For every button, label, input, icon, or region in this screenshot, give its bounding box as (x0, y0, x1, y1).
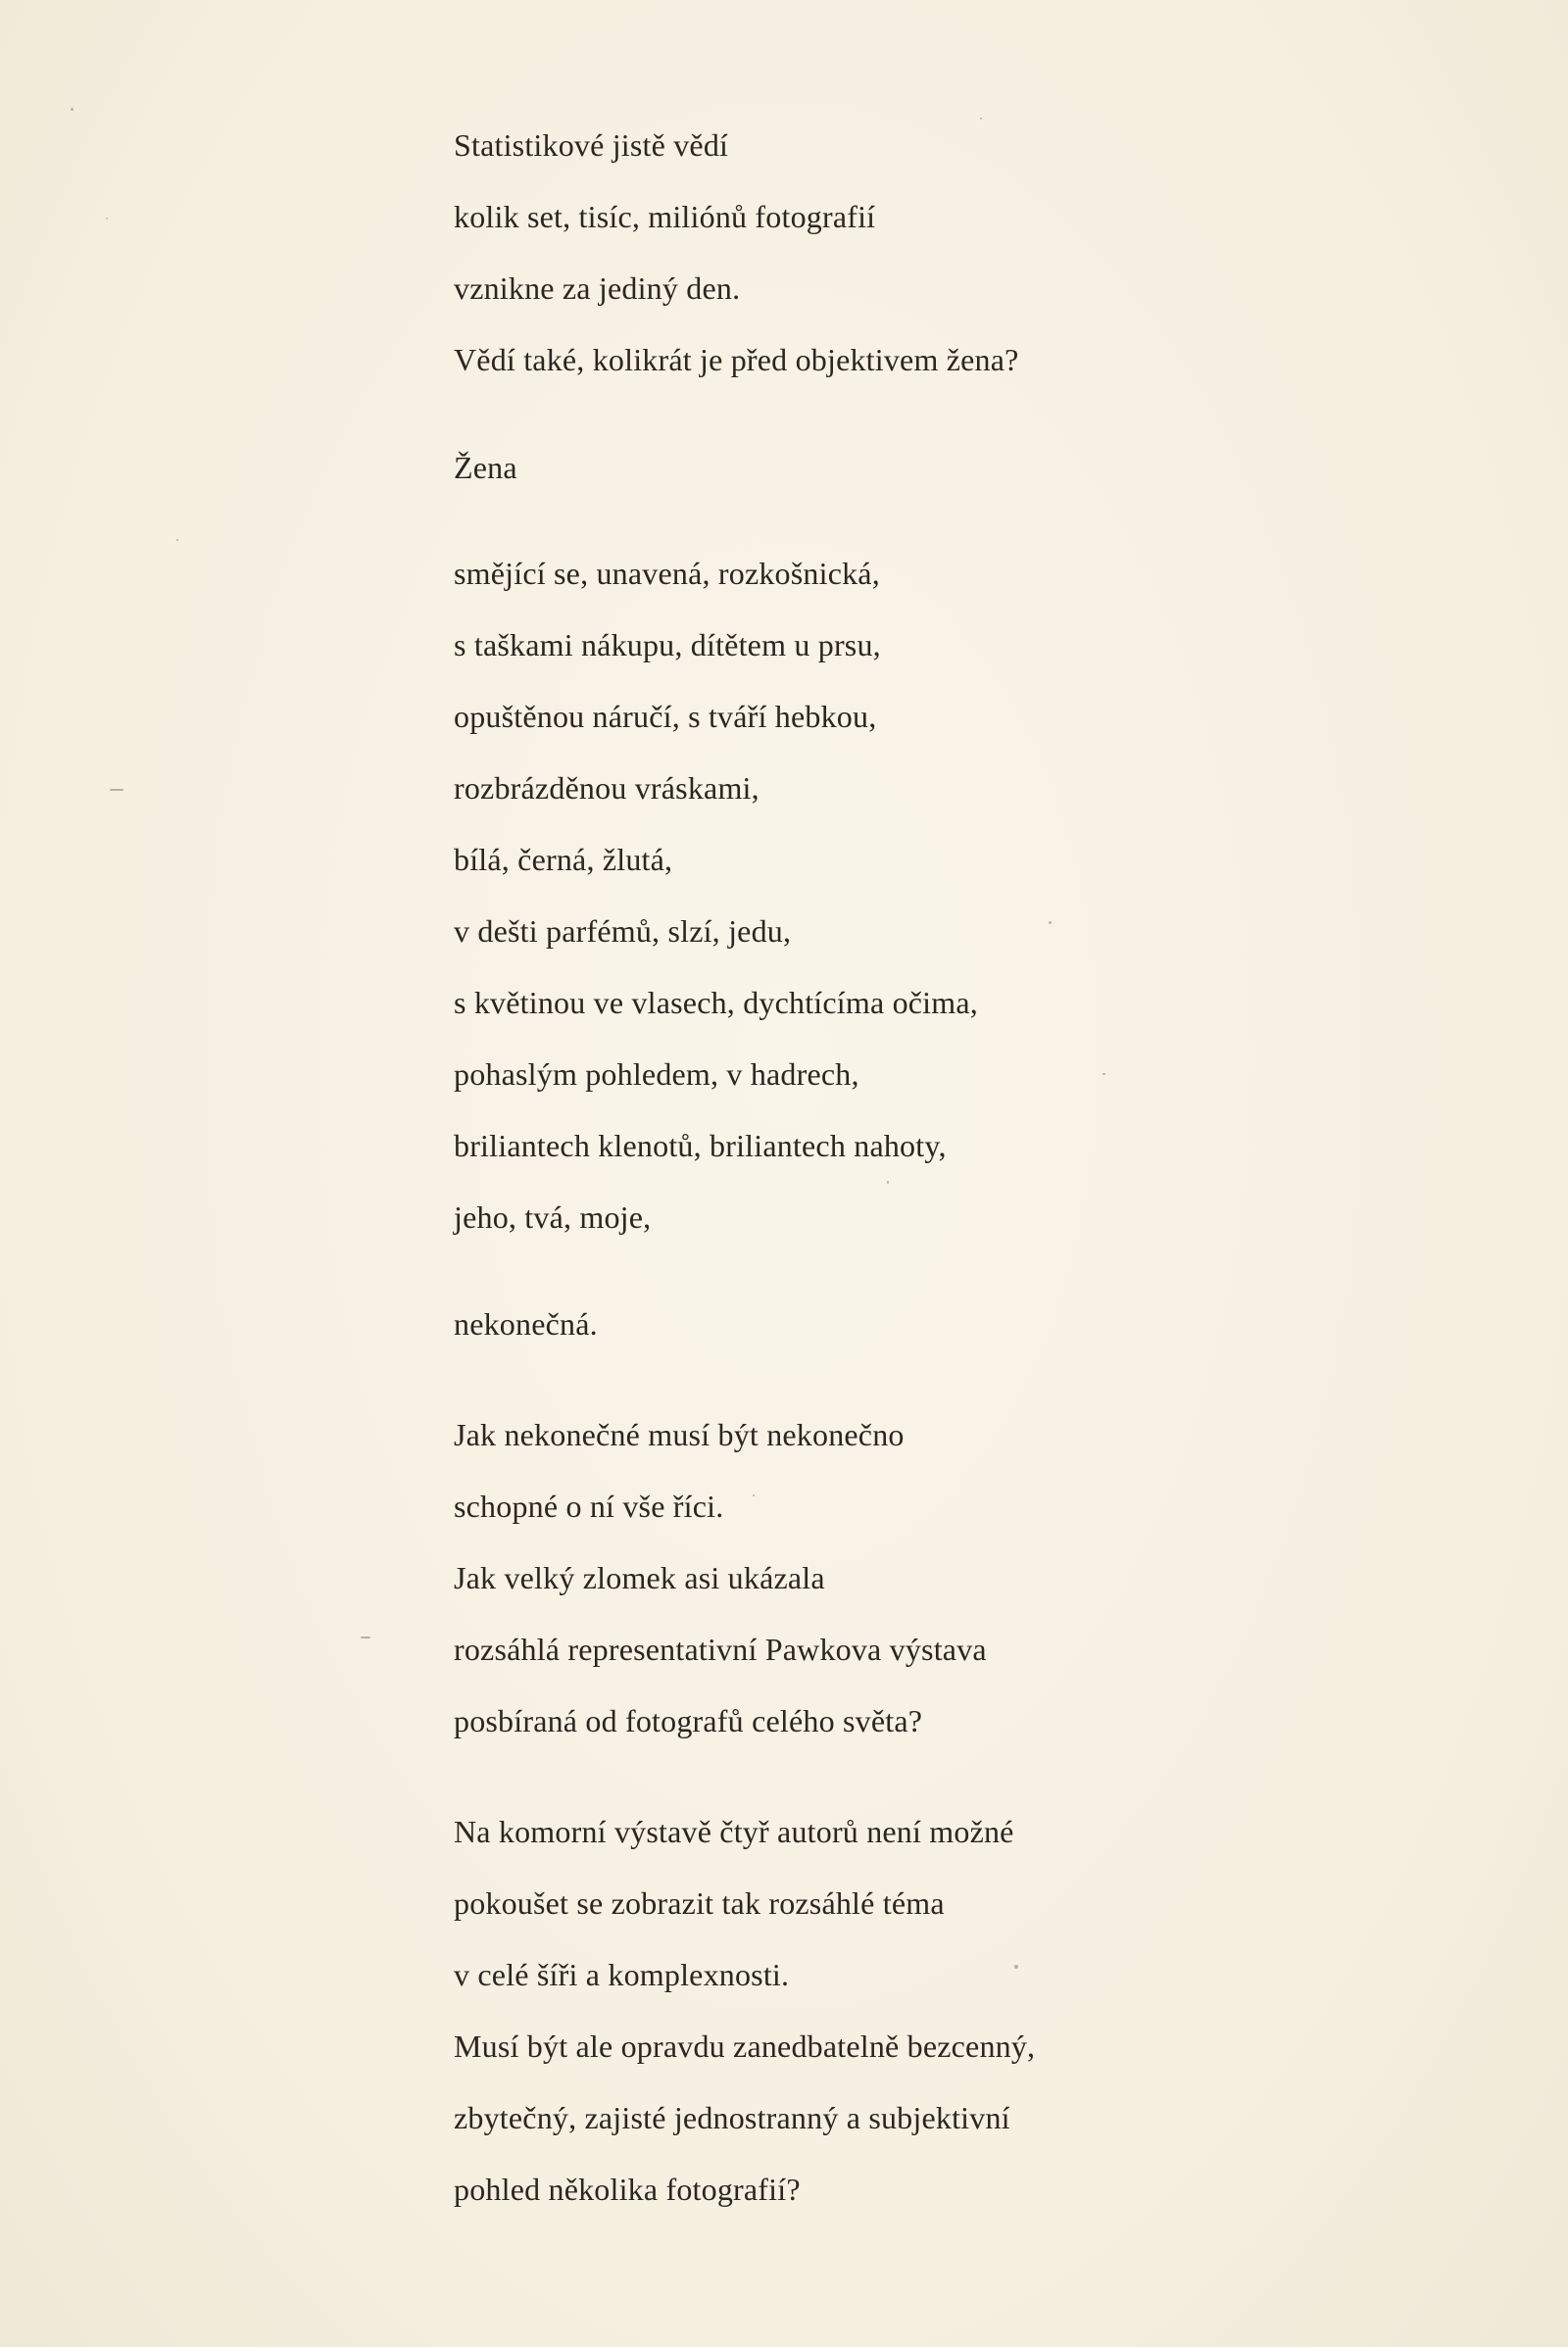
poem-line: s taškami nákupu, dítětem u prsu, (454, 627, 881, 662)
poem-line: zbytečný, zajisté jednostranný a subjektivní (454, 2100, 1010, 2135)
poem-line: Jak velký zlomek asi ukázala (454, 1560, 825, 1595)
poem-line: v dešti parfémů, slzí, jedu, (454, 913, 792, 949)
poem-line: nekonečná. (454, 1306, 598, 1342)
paper-speck (1014, 1965, 1018, 1969)
poem-line: Musí být ale opravdu zanedbatelně bezcenný, (454, 2029, 1036, 2064)
paper-speck (106, 218, 108, 220)
poem-line: smějící se, unavená, rozkošnická, (454, 556, 880, 591)
poem-line: v celé šíři a komplexnosti. (454, 1957, 790, 1992)
poem-line: pohled několika fotografií? (454, 2172, 801, 2207)
paper-speck (71, 108, 74, 111)
paper-speck (110, 789, 123, 791)
poem-line: Na komorní výstavě čtyř autorů není možné (454, 1814, 1014, 1849)
poem-line: pokoušet se zobrazit tak rozsáhlé téma (454, 1885, 945, 1921)
poem-line: opuštěnou náručí, s tváří hebkou, (454, 699, 877, 734)
paper-speck (176, 539, 178, 541)
poem-line: posbíraná od fotografů celého světa? (454, 1703, 923, 1738)
poem-line: schopné o ní vše říci. (454, 1489, 724, 1524)
paper-speck (980, 118, 982, 120)
poem-line: Statistikové jistě vědí (454, 127, 729, 163)
poem-line: s květinou ve vlasech, dychtícíma očima, (454, 985, 978, 1020)
poem-line: kolik set, tisíc, miliónů fotografií (454, 199, 876, 234)
poem-line: rozsáhlá representativní Pawkova výstava (454, 1632, 987, 1667)
poem-line: rozbrázděnou vráskami, (454, 770, 760, 806)
poem-line: Vědí také, kolikrát je před objektivem žena? (454, 342, 1019, 377)
paper-speck (887, 1181, 889, 1184)
paper-speck (361, 1637, 370, 1638)
poem-line: vznikne za jediný den. (454, 270, 741, 306)
poem-line: Žena (454, 450, 517, 485)
paper-speck (1102, 1073, 1105, 1075)
paper-speck (753, 1494, 755, 1496)
poem-line: jeho, tvá, moje, (454, 1199, 652, 1235)
poem-line: pohaslým pohledem, v hadrech, (454, 1056, 859, 1092)
poem-line: Jak nekonečné musí být nekonečno (454, 1417, 905, 1452)
poem-line: briliantech klenotů, briliantech nahoty, (454, 1128, 947, 1163)
paper-speck (1049, 921, 1052, 924)
poem-line: bílá, černá, žlutá, (454, 842, 673, 877)
